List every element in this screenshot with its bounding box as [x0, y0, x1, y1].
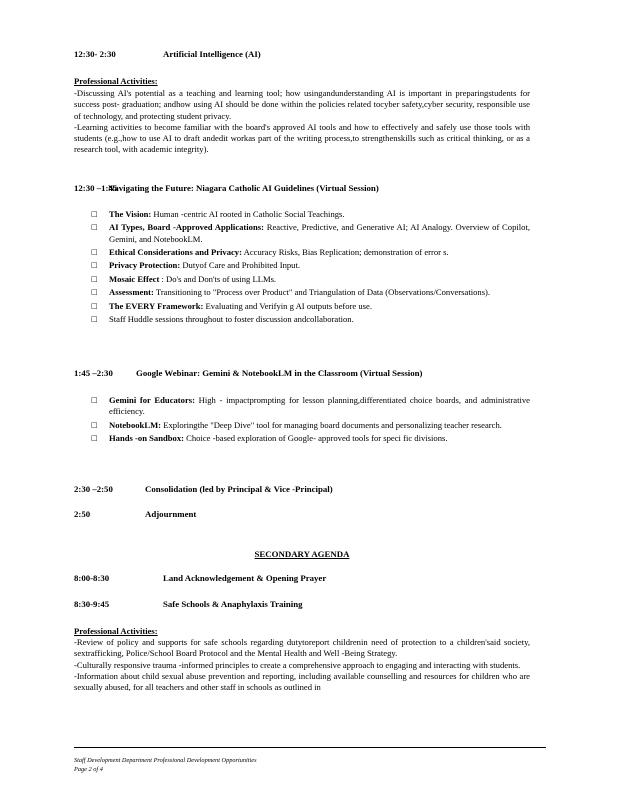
list-item-label: Gemini for Educators:: [109, 395, 195, 405]
footer-department: Staff Development Department Professional Development Opportunities: [74, 757, 257, 764]
bullet-icon: □: [91, 274, 98, 283]
list-item-label: Ethical Considerations and Privacy:: [109, 247, 242, 258]
list-item: [91, 433, 530, 444]
list-item: [91, 222, 530, 245]
session-time: 8:30-9:45: [74, 599, 110, 609]
session-title: Consolidation (led by Principal & Vice -Principal): [145, 484, 333, 494]
session-title: Navigating the Future: Niagara Catholic AI Guidelines (Virtual Session): [108, 183, 379, 193]
list-item-text: Choice -based exploration of Google- approved tools for speci fic divisions.: [184, 433, 448, 444]
list-item-label: Hands -on Sandbox:: [109, 433, 184, 444]
session-safe-schools: [74, 599, 302, 610]
activity-line: -Review of policy and supports for safe schools regarding dutytoreport childrenin need of protection to a children'said society, sextrafficking, Police/School Board Protocol and the Mental Health and Well -Being Strategy.: [74, 637, 530, 659]
bullet-icon: □: [91, 261, 98, 270]
secondary-agenda-heading: SECONDARY AGENDA: [254, 549, 350, 559]
activities-heading: Professional Activities:: [74, 626, 158, 636]
bullet-icon: □: [91, 434, 98, 443]
list-item-text: Human -centric AI rooted in Catholic Social Teachings.: [151, 209, 345, 219]
list-item: [91, 247, 530, 258]
webinar-list: [91, 395, 530, 446]
bullet-icon: □: [91, 248, 98, 257]
session-title: Land Acknowledgement & Opening Prayer: [163, 573, 327, 583]
list-item: [91, 314, 530, 325]
session-time: 8:00-8:30: [74, 573, 110, 583]
list-item: [91, 260, 530, 271]
list-item-text: Staff Huddle sessions throughout to foster discussion andcollaboration.: [109, 314, 354, 325]
activity-line: -Culturally responsive trauma -informed principles to create a comprehensive approach to engaging and interacting with students.: [74, 659, 521, 670]
bullet-icon: □: [91, 223, 98, 232]
session-navigating: [74, 183, 379, 194]
bullet-icon: □: [91, 301, 98, 310]
activity-line: -Learning activities to become familiar with the board's approved AI tools and how to effectively and safely use those tools with students (e.g.,how to use AI to draft andedit workas part of the writing process,to strengthenskills such as critical thinking, or as a research tool, with academic integrity).: [74, 121, 530, 155]
session-webinar: [74, 368, 422, 379]
list-item: [91, 287, 530, 298]
session-ai: [74, 49, 261, 60]
session-land-ack: [74, 573, 326, 584]
list-item-text: Evaluating and Verifyin g AI outputs before use.: [203, 300, 372, 311]
footer-divider: [74, 747, 546, 748]
bullet-icon: □: [91, 315, 98, 324]
session-time: 12:30- 2:30: [74, 49, 116, 59]
session-time: 1:45 –2:30: [74, 368, 113, 378]
list-item-text: Accuracy Risks, Bias Replication; demonstration of error s.: [241, 247, 449, 258]
activities-paragraph: [74, 637, 530, 693]
activities-paragraph: [74, 88, 530, 156]
session-title: Google Webinar: Gemini & NotebookLM in the Classroom (Virtual Session): [136, 368, 423, 378]
page-footer: [74, 756, 257, 774]
session-adjournment: [74, 509, 196, 520]
activity-line: -Discussing AI's potential as a teaching and learning tool; how usingandunderstanding AI is important in preparingstudents for success post- graduation; andhow using AI should be done within the policies related tocyber safety,cyber security, responsible use of technology, and protecting student privacy.: [74, 88, 530, 121]
session-title: Safe Schools & Anaphylaxis Training: [163, 599, 303, 609]
session-title: Artificial Intelligence (AI): [163, 49, 261, 59]
activities-heading: Professional Activities:: [74, 76, 158, 86]
footer-page-number: Page 2 of 4: [74, 766, 103, 773]
session-time: 2:50: [74, 509, 91, 519]
session-title: Adjournment: [145, 509, 197, 519]
list-item-label: Privacy Protection:: [109, 260, 181, 271]
list-item-label: The Vision:: [109, 209, 152, 219]
list-item: [91, 274, 530, 285]
list-item-label: The EVERY Framework:: [109, 300, 204, 311]
list-item-text: High - impactprompting for lesson planning,differentiated choice boards, and administrative efficiency.: [109, 395, 530, 417]
bullet-icon: □: [91, 396, 98, 404]
list-item-label: NotebookLM:: [109, 419, 162, 430]
list-item-text: Transitioning to "Process over Product" and Triangulation of Data (Observations/Conversations).: [153, 287, 491, 298]
activity-line: -Information about child sexual abuse prevention and reporting, including available counselling and resources for children who are sexually abused, for all teachers and other staff in schools as outlined in: [74, 670, 530, 693]
list-item-text: Dutyof Care and Prohibited Input.: [180, 260, 301, 271]
list-item-text: Reactive, Predictive, and Generative AI; AI Analogy. Overview of Copilot, Gemini, and NotebookLM.: [109, 222, 530, 244]
bullet-icon: □: [91, 210, 98, 218]
guidelines-list: [91, 209, 530, 327]
list-item-label: AI Types, Board -Approved Applications:: [109, 222, 264, 233]
session-consolidation: [74, 484, 333, 495]
bullet-icon: □: [91, 288, 98, 297]
list-item: [91, 395, 530, 418]
list-item-label: Assessment:: [109, 287, 154, 298]
list-item: [91, 301, 530, 312]
list-item: [91, 420, 530, 431]
bullet-icon: □: [91, 420, 98, 429]
list-item-text: : Do's and Don'ts of using LLMs.: [159, 273, 277, 284]
list-item: [91, 209, 530, 220]
list-item-label: Mosaic Effect: [109, 273, 160, 284]
session-time: 2:30 –2:50: [74, 484, 113, 494]
session-time: 12:30 –1:45: [74, 183, 118, 193]
list-item-text: Exploringthe "Deep Dive" tool for managing board documents and personalizing teacher research.: [161, 419, 502, 430]
